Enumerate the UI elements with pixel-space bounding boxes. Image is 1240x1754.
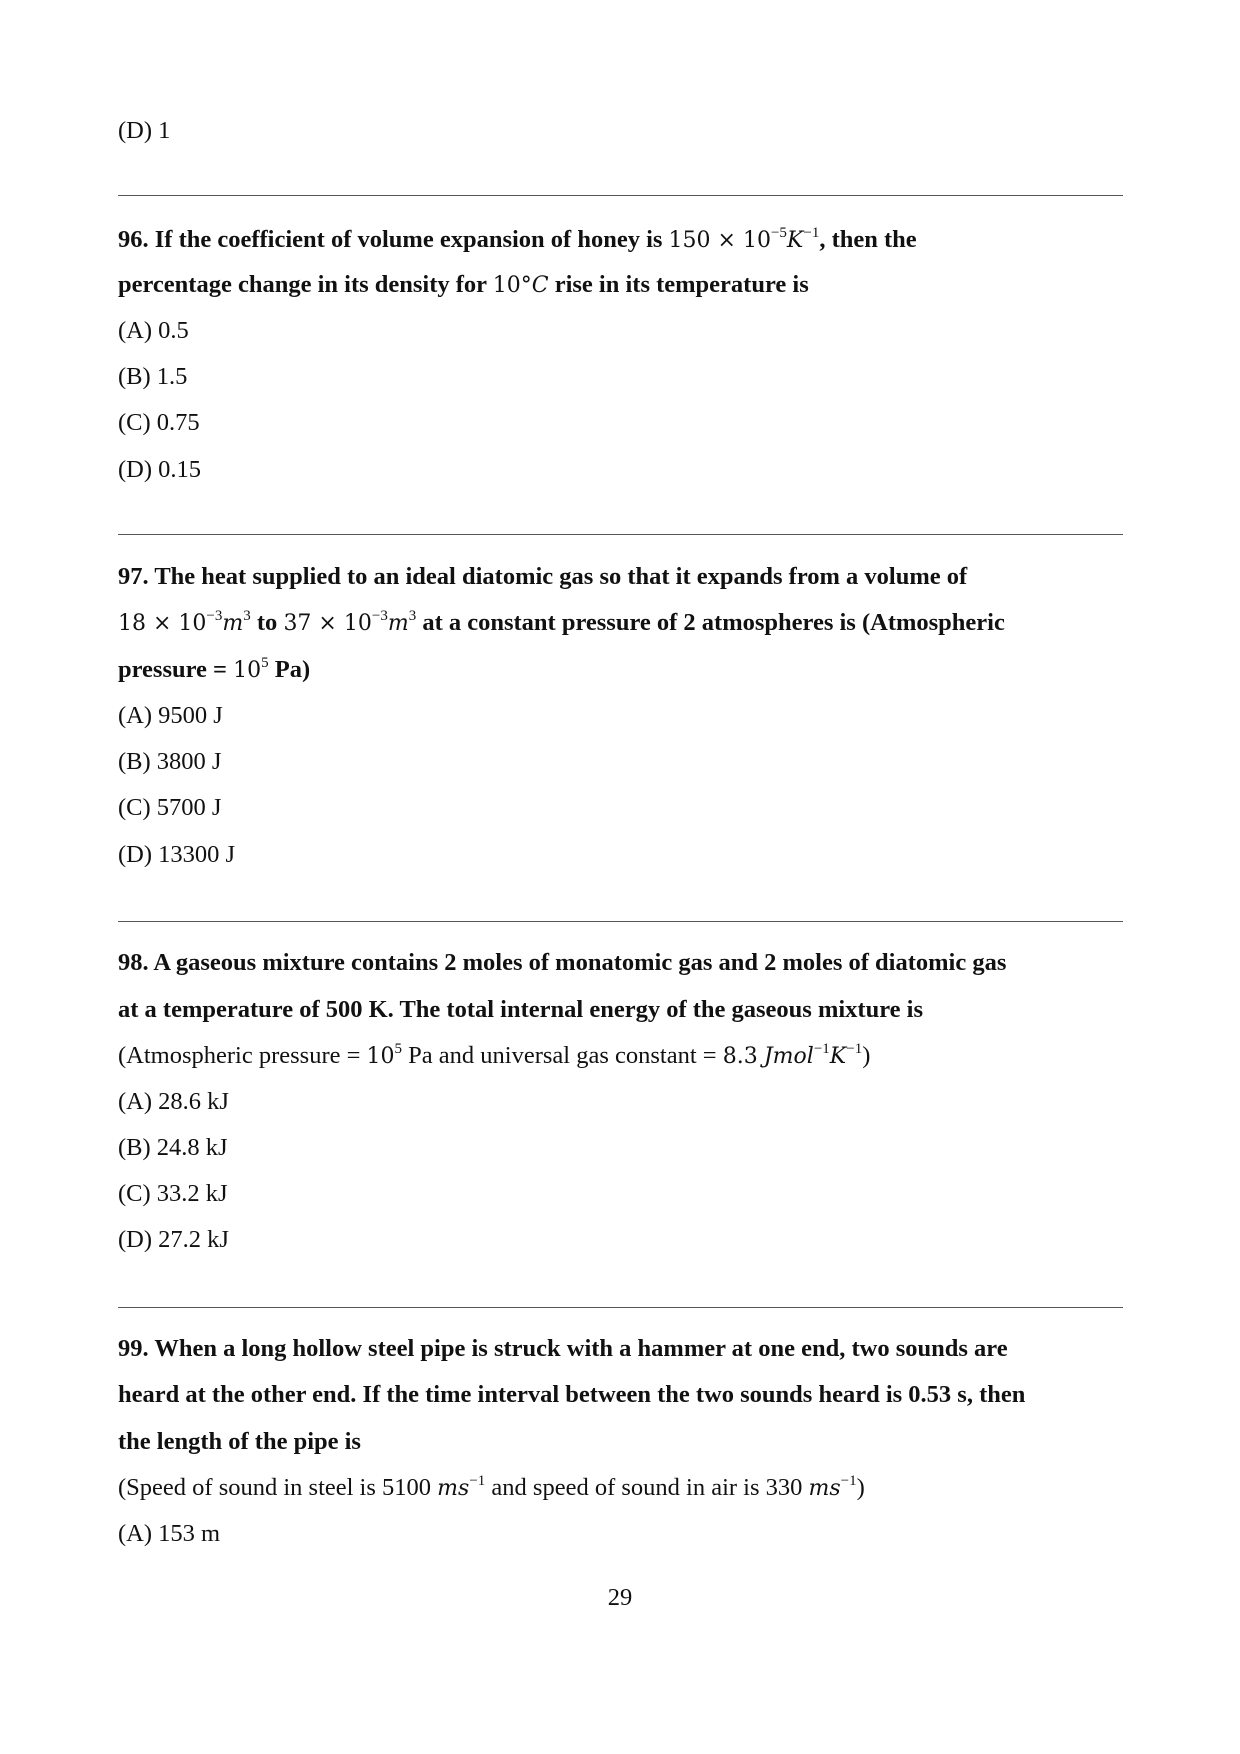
q96-option-a[interactable]: (A) 0.5	[118, 317, 189, 344]
q98-stem-line-2: at a temperature of 500 K. The total internal energy of the gaseous mixture is	[118, 996, 923, 1023]
q96-option-d[interactable]: (D) 0.15	[118, 456, 202, 483]
q99-stem-line-3: the length of the pipe is	[118, 1428, 361, 1455]
q98-option-a[interactable]: (A) 28.6 kJ	[118, 1088, 229, 1115]
page-number: 29	[607, 1584, 633, 1611]
q97-option-c[interactable]: (C) 5700 J	[118, 794, 222, 821]
q98-stem-line-1: 98. A gaseous mixture contains 2 moles of monatomic gas and 2 moles of diatomic gas	[118, 949, 1007, 976]
divider	[118, 195, 1123, 196]
q99-option-a[interactable]: (A) 153 m	[118, 1520, 221, 1547]
divider	[118, 1307, 1123, 1308]
q96-stem-line-1: 96. If the coefficient of volume expansion of honey is $150 \times 10^{-5}K^{-1}$, then the	[118, 225, 917, 253]
prev-option-d: (D) 1	[118, 117, 171, 144]
divider	[118, 921, 1123, 922]
divider	[118, 534, 1123, 535]
q99-stem-line-2: heard at the other end. If the time interval between the two sounds heard is 0.53 s, then	[118, 1381, 1026, 1408]
q99-note: (Speed of sound in steel is 5100 $ms^{-1}$ and speed of sound in air is 330 $ms^{-1}$)	[118, 1473, 865, 1501]
q96-option-c[interactable]: (C) 0.75	[118, 409, 200, 436]
q98-option-b[interactable]: (B) 24.8 kJ	[118, 1134, 228, 1161]
q98-note: (Atmospheric pressure = $10^5$ Pa and universal gas constant = 8.3 $Jmol^{-1}K^{-1}$)	[118, 1041, 871, 1069]
q97-option-d[interactable]: (D) 13300 J	[118, 841, 236, 868]
q98-option-c[interactable]: (C) 33.2 kJ	[118, 1180, 228, 1207]
q97-stem-line-3: pressure = $10^5$ Pa)	[118, 655, 311, 683]
q97-option-a[interactable]: (A) 9500 J	[118, 702, 223, 729]
q97-stem-line-1: 97. The heat supplied to an ideal diatomic gas so that it expands from a volume of	[118, 563, 968, 590]
q97-stem-line-2: $18 \times 10^{-3}m^3$ to $37 \times 10^{-3}m^3$ at a constant pressure of 2 atmospheres is (Atmospheric	[118, 608, 1005, 636]
q96-option-b[interactable]: (B) 1.5	[118, 363, 188, 390]
q99-stem-line-1: 99. When a long hollow steel pipe is struck with a hammer at one end, two sounds are	[118, 1335, 1008, 1362]
q97-option-b[interactable]: (B) 3800 J	[118, 748, 222, 775]
q98-option-d[interactable]: (D) 27.2 kJ	[118, 1226, 229, 1253]
q96-stem-line-2: percentage change in its density for 10°C rise in its temperature is	[118, 271, 809, 298]
